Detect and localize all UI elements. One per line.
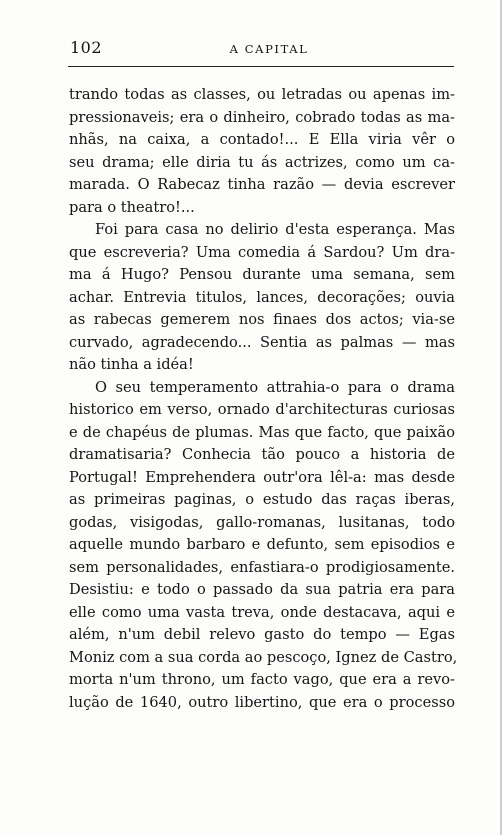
- text-line: as primeiras paginas, o estudo das raças iberas,: [69, 491, 455, 508]
- text-line: O seu temperamento attrahia-o para o drama: [95, 378, 455, 396]
- text-line: para o theatro!...: [69, 198, 195, 216]
- text-line: e de chapéus de plumas. Mas que facto, que paixão: [69, 423, 455, 441]
- text-line: marada. O Rabecaz tinha razão — devia escrever: [69, 176, 455, 193]
- text-line: elle como uma vasta treva, onde destacava, aqui e: [69, 603, 455, 621]
- text-line: achar. Entrevia titulos, lances, decorações; ouvia: [69, 288, 455, 306]
- text-line: godas, visigodas, gallo-romanas, lusitanas, todo: [69, 513, 455, 531]
- text-line: lução de 1640, outro libertino, que era o processo: [69, 693, 455, 711]
- text-line: sem personalidades, enfastiara-o prodigiosamente.: [69, 558, 455, 576]
- running-title: A CAPITAL: [229, 42, 309, 56]
- text-line: Foi para casa no delirio d'esta esperança. Mas: [95, 221, 455, 238]
- text-line: historico em verso, ornado d'architecturas curiosas: [69, 401, 455, 418]
- text-line: não tinha a idéa!: [69, 356, 194, 373]
- text-line: Portugal! Emprehendera outr'ora lêl-a: mas desde: [69, 468, 455, 486]
- text-line: ma á Hugo? Pensou durante uma semana, sem: [69, 266, 455, 283]
- text-line: pressionaveis; era o dinheiro, cobrado todas as ma-: [69, 108, 455, 126]
- text-line: trando todas as classes, ou letradas ou apenas im-: [69, 86, 455, 103]
- text-line: além, n'um debil relevo gasto do tempo — Egas: [69, 626, 455, 643]
- text-line: aquelle mundo barbaro e defunto, sem episodios e: [69, 536, 455, 553]
- text-line: Desistiu: e todo o passado da sua patria era para: [69, 581, 455, 598]
- page-number: 102: [70, 38, 103, 57]
- text-line: as rabecas gemerem nos finaes dos actos; via-se: [69, 311, 455, 328]
- text-line: Moniz com a sua corda ao pescoço, Ignez de Castro,: [69, 648, 458, 666]
- text-line: dramatisaria? Conhecia tão pouco a historia de: [69, 446, 455, 463]
- text-line: nhãs, na caixa, a contado!... E Ella viria vêr o: [69, 131, 455, 148]
- text-line: seu drama; elle diria tu ás actrizes, como um ca-: [69, 153, 455, 171]
- body-text: [69, 84, 458, 714]
- text-line: morta n'um throno, um facto vago, que era a revo-: [69, 671, 455, 688]
- text-line: curvado, agradecendo... Sentia as palmas — mas: [69, 333, 455, 351]
- header-rule: [68, 66, 454, 67]
- text-line: que escreveria? Uma comedia á Sardou? Um dra-: [69, 243, 455, 261]
- page-header: [68, 38, 454, 60]
